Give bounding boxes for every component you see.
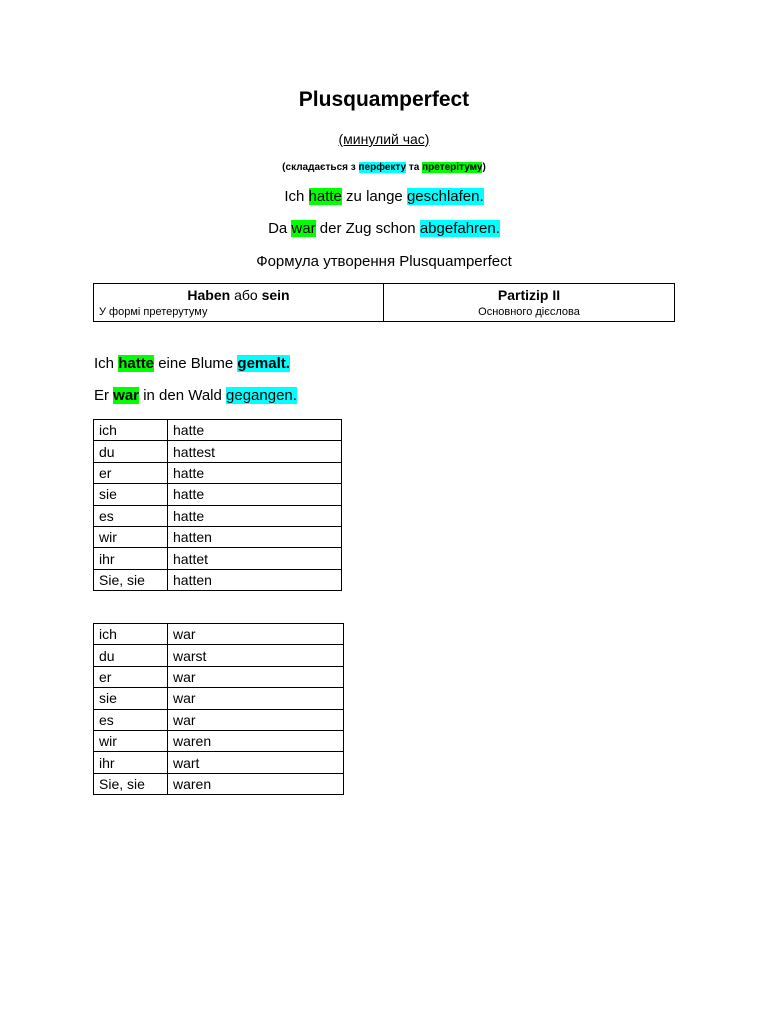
table-row <box>94 730 344 751</box>
table-row <box>94 624 344 645</box>
table-row <box>94 709 344 730</box>
composition-suffix: ) <box>482 162 486 173</box>
form-cell: hatte <box>168 420 342 441</box>
example-auxiliary: hatte <box>118 355 155 372</box>
table-row <box>94 420 342 441</box>
table-row <box>94 645 344 666</box>
table-row <box>94 548 342 569</box>
pronoun-cell: Sie, sie <box>94 569 168 590</box>
formula-auxiliary-note: У формі претерутуму <box>99 306 208 318</box>
example-participle: abgefahren. <box>419 220 500 237</box>
table-row <box>94 752 344 773</box>
table-row <box>94 441 342 462</box>
form-cell: hatten <box>168 526 342 547</box>
example-text: der Zug schon <box>315 220 420 237</box>
table-row <box>94 688 344 709</box>
pronoun-cell: ich <box>94 420 168 441</box>
example-participle: gemalt. <box>237 355 290 372</box>
sein-conjugation-table <box>93 623 344 795</box>
formula-or: або <box>230 287 262 303</box>
form-cell: war <box>168 624 344 645</box>
formula-table <box>93 283 675 322</box>
example-auxiliary: war <box>291 220 316 237</box>
pronoun-cell: er <box>94 666 168 687</box>
pronoun-cell: ihr <box>94 752 168 773</box>
table-row <box>94 526 342 547</box>
haben-conjugation-table <box>93 419 342 591</box>
example-participle: gegangen. <box>226 387 297 404</box>
form-cell: hatten <box>168 569 342 590</box>
example-auxiliary: hatte <box>308 188 342 205</box>
form-cell: hattet <box>168 548 342 569</box>
formula-title: Формула утворення Plusquamperfect <box>256 253 512 270</box>
pronoun-cell: ich <box>94 624 168 645</box>
example-sentence-1 <box>0 188 768 205</box>
form-cell: warst <box>168 645 344 666</box>
composition-prefix: (складається з <box>282 162 359 173</box>
example-sentence-4 <box>94 387 297 404</box>
example-participle: geschlafen. <box>406 188 484 205</box>
composition-perfect: перфекту <box>358 162 407 173</box>
form-cell: waren <box>168 773 344 794</box>
pronoun-cell: es <box>94 709 168 730</box>
form-cell: hatte <box>168 462 342 483</box>
form-cell: war <box>168 666 344 687</box>
form-cell: waren <box>168 730 344 751</box>
form-cell: hatte <box>168 484 342 505</box>
example-auxiliary: war <box>113 387 140 404</box>
table-row <box>94 666 344 687</box>
example-text: Ich <box>94 355 119 372</box>
pronoun-cell: Sie, sie <box>94 773 168 794</box>
table-row <box>94 462 342 483</box>
page-subtitle: (минулий час) <box>338 131 430 147</box>
form-cell: wart <box>168 752 344 773</box>
pronoun-cell: wir <box>94 730 168 751</box>
formula-haben: Haben <box>187 287 231 303</box>
formula-participle-heading <box>384 287 674 303</box>
example-text: zu lange <box>341 188 407 205</box>
form-cell: war <box>168 688 344 709</box>
formula-partizip: Partizip II <box>497 287 561 303</box>
formula-participle-cell <box>384 284 674 321</box>
composition-preterite: претерітуму <box>422 162 483 173</box>
example-text: Er <box>94 387 114 404</box>
form-cell: hattest <box>168 441 342 462</box>
table-row <box>94 484 342 505</box>
pronoun-cell: wir <box>94 526 168 547</box>
pronoun-cell: es <box>94 505 168 526</box>
table-row <box>94 505 342 526</box>
pronoun-cell: sie <box>94 484 168 505</box>
pronoun-cell: du <box>94 645 168 666</box>
pronoun-cell: er <box>94 462 168 483</box>
form-cell: hatte <box>168 505 342 526</box>
formula-participle-note: Основного дієслова <box>478 306 580 318</box>
composition-note <box>0 162 768 173</box>
pronoun-cell: du <box>94 441 168 462</box>
example-text: in den Wald <box>139 387 227 404</box>
page-title: Plusquamperfect <box>298 88 470 111</box>
form-cell: war <box>168 709 344 730</box>
table-row <box>94 773 344 794</box>
pronoun-cell: sie <box>94 688 168 709</box>
formula-sein: sein <box>261 287 290 303</box>
example-text: Da <box>268 220 292 237</box>
pronoun-cell: ihr <box>94 548 168 569</box>
composition-middle: та <box>406 162 423 173</box>
example-sentence-2 <box>0 220 768 237</box>
example-sentence-3 <box>94 355 290 372</box>
example-text: Ich <box>284 188 309 205</box>
formula-auxiliary-heading <box>94 287 383 303</box>
table-row <box>94 569 342 590</box>
example-text: eine Blume <box>154 355 238 372</box>
formula-auxiliary-cell <box>94 284 384 321</box>
